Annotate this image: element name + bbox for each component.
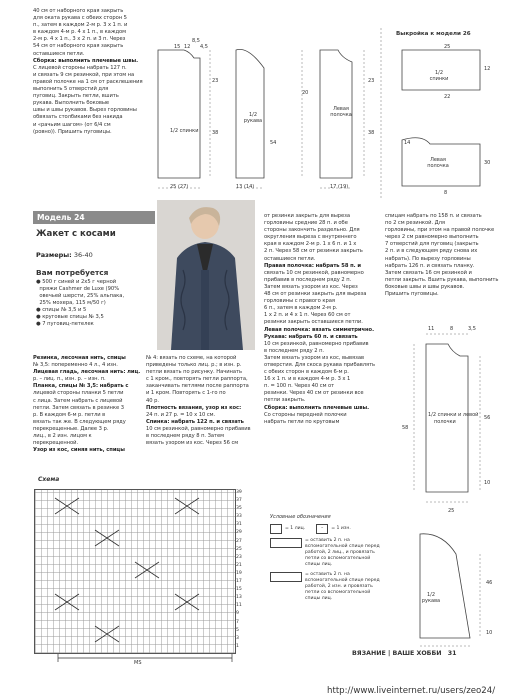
text-line: набрать 126 п. и связать планку.: [385, 262, 475, 269]
text-line: Лицевая гладь, лесочная нить: лиц.: [33, 369, 141, 376]
text-line: в последнем ряду 2 п.: [264, 347, 325, 354]
model-band: Модель 24: [33, 211, 155, 224]
text-line: набрать). По вырезу горловины: [385, 255, 471, 262]
d1-top-label: 8,5: [192, 38, 200, 44]
material-item: ● спицы № 3,5 и 5: [36, 307, 87, 313]
rm-n56: 56: [484, 415, 491, 421]
row-number: 23: [236, 554, 242, 560]
sizes-label: Размеры:: [36, 251, 72, 259]
d3-side-23: 23: [368, 78, 375, 84]
row-number: 1: [236, 643, 239, 649]
material-item: 25% мохера, 115 м/50 г): [39, 300, 106, 306]
row-number: 21: [236, 562, 242, 568]
rm-t2: 8: [450, 326, 454, 332]
source-url[interactable]: http://www.liveinternet.ru/users/zeo24/: [327, 686, 496, 696]
row-number: 11: [236, 603, 242, 609]
text-line: Сборка: выполнить плечевые швы.: [33, 57, 139, 64]
text-line: Спинка: набрать 122 п. и связать: [146, 418, 244, 425]
row-number: 13: [236, 595, 242, 601]
text-line: в последнем ряду 8 п. Затем: [146, 433, 225, 440]
text-line: набрать петли по круговым: [264, 418, 340, 425]
schema-title: Схема: [38, 476, 60, 483]
sleeve-n10: 10: [486, 630, 493, 636]
text-line: Резинка, лесочная нить, спицы: [33, 355, 126, 361]
legend-item: = оставить 2 п. на вспомогательной спице перед работой, 2 лиц., и провязать петли со вспомогательной спицы лиц.: [270, 538, 382, 568]
rm-t3: 3,5: [468, 326, 476, 332]
purl-symbol-icon: –: [316, 524, 328, 534]
row-number: 31: [236, 522, 242, 528]
d1-right-top-label: 4,5: [200, 44, 208, 50]
text-line: лиц., в 2 изн. лицом к: [33, 433, 92, 440]
rt-n5: 30: [484, 160, 491, 166]
text-line: перекрещенной.: [33, 440, 79, 447]
text-line: и «рачьим шагом» (от 6/4 см: [33, 121, 111, 128]
text-line: с 1 кром., повторять петли раппорта,: [146, 376, 248, 383]
d3-side-38: 38: [368, 130, 375, 136]
row-number: 27: [236, 538, 242, 544]
row-number: 39: [236, 490, 242, 495]
rt-n4: 14: [404, 140, 411, 146]
text-line: С лицевой стороны набрать 127 п.: [33, 64, 127, 71]
text-line: перекрещенные. Далее 3 р.: [33, 425, 109, 432]
text-line: Левая полочка: вязать симметрично.: [264, 326, 374, 333]
text-line: обвязать столбиками без накида: [33, 114, 123, 121]
text-line: прибавив в последнем ряду 2 п.: [264, 276, 352, 283]
d1-side-38: 38: [212, 130, 219, 136]
d1-left-top-label: 15: [174, 44, 181, 50]
row-number: 17: [236, 579, 242, 585]
sleeve-label: 1/2 рукава: [421, 592, 441, 604]
d2-side-20: 20: [302, 90, 309, 96]
text-line: 16 х 1 п. и в каждом 4-м р. 3 х 1: [264, 376, 351, 383]
text-line: вязать узором из кос. Через 56 см: [146, 440, 239, 447]
text-line: резинки закрыть оставшиеся петли.: [264, 319, 363, 326]
text-line: 2 п. и в следующем ряду снова их: [385, 248, 478, 255]
text-line: для оката рукава с обеих сторон 5: [33, 15, 127, 22]
rm-b1: 25: [448, 508, 455, 514]
schema-cable-marks: [35, 490, 235, 653]
d2-bottom: 13 (14): [236, 184, 255, 190]
text-line: спицам набрать по 158 п. и связать: [385, 213, 482, 219]
text-line: 7 отверстий для пуговиц (закрыть: [385, 241, 479, 248]
d2-half-sleeve: 1/2 рукава: [243, 112, 263, 124]
row-number: 7: [236, 619, 239, 625]
d1-bottom: 25 (27): [170, 184, 189, 190]
text-line: Пришить пуговицы.: [385, 291, 439, 298]
text-line: и связать 9 см резинкой, при этом на: [33, 71, 135, 78]
model-photo-figure: [157, 200, 255, 350]
text-line: с обеих сторон в каждом 6-м р.: [264, 369, 349, 376]
row-number: 9: [236, 611, 239, 617]
material-item: ● 7 пуговиц-петелек: [36, 321, 94, 327]
right-top-title: Выкройка к модели 26: [396, 31, 471, 37]
legend-item: = 1 лиц. – = 1 изн.: [270, 524, 382, 534]
text-line: Рукава: набрать 60 п. и связать: [264, 333, 358, 340]
rm-t1: 11: [428, 326, 435, 332]
text-line: отверстия. Для скоса рукава прибавлять: [264, 361, 376, 368]
col2-text: [146, 355, 258, 447]
text-line: рукава. Выполнить боковые: [33, 100, 110, 107]
sizes-value: 36-40: [73, 251, 93, 259]
text-line: 2-м р. 4 х 1 п., 3 х 2 п. и 3 п. Через: [33, 36, 126, 43]
text-line: п., затем в каждом 2-м р. 3 х 1 п. и: [33, 22, 128, 29]
legend-title: Условные обозначения: [270, 514, 331, 520]
col3-text: [264, 213, 382, 426]
model-photo: [157, 200, 255, 350]
text-line: приведены только лиц. р.; в изн. р.: [146, 362, 242, 369]
text-line: через 2 см равномерно выполнить: [385, 234, 479, 241]
text-line: пуговиц. Закрыть петли, вшить: [33, 93, 119, 100]
text-line: Планка, спицы № 3,5: набрать с: [33, 383, 129, 390]
page-number: 31: [447, 650, 457, 657]
d1-side-23: 23: [212, 78, 219, 84]
text-line: петли закрыть.: [264, 397, 306, 404]
d1-half-back-label: 1/2 спинки: [170, 128, 199, 134]
text-line: швы и швы рукавов. Вырез горловины: [33, 107, 137, 114]
text-line: 40 см от наборного края закрыть: [33, 8, 124, 14]
d3-title: Левая полочка: [330, 106, 352, 118]
row-number: 19: [236, 570, 242, 576]
material-item: ● круговые спицы № 3,5: [36, 314, 104, 320]
material-item: ● 500 г синей и 2х5 г черной: [36, 279, 117, 285]
text-line: по 2 см резинкой. Для: [385, 220, 445, 227]
text-line: Затем вязать узором из кос. Через: [264, 283, 358, 290]
text-line: резинки. Через 40 см от резинки все: [264, 390, 364, 397]
text-line: оставшиеся петли.: [33, 50, 85, 57]
text-line: Правая полочка: набрать 58 п. и: [264, 262, 361, 269]
text-line: края в каждом 2-м р. 1 х 6 п. и 1 х: [264, 241, 357, 248]
text-line: р. – лиц. п., изн. р. – изн. п.: [33, 376, 106, 383]
text-line: округления выреза с внутреннего: [264, 234, 357, 241]
text-line: Со стороны передней полочки: [264, 411, 347, 418]
text-line: петли. Затем связать в резинке 3: [33, 404, 124, 411]
text-line: и 1 кром. Повторять с 1-го по: [146, 390, 226, 397]
ms-label: MS: [134, 660, 142, 666]
rm-half-back2: полочки: [434, 419, 456, 425]
rm-half-back: 1/2 спинки и левой: [428, 412, 479, 418]
model-title: Жакет с косами: [36, 229, 116, 239]
need-title: Вам потребуется: [36, 268, 109, 277]
legend-item: = оставить 2 п. на вспомогательной спице перед работой, 2 изн. и провязать петли со вспомогательной спицы лиц.: [270, 572, 382, 602]
rt-n1: 25: [444, 44, 451, 50]
row-number: 37: [236, 498, 242, 504]
text-line: заканчивать петлями после раппорта: [146, 383, 249, 390]
text-line: выполнить 5 отверстий для: [33, 86, 109, 93]
sizes: [36, 251, 93, 259]
text-line: горловины, при этом на правой полочке: [385, 227, 495, 234]
rt-n3: 22: [444, 94, 451, 100]
top-left-text: [33, 8, 151, 136]
text-line: связать 10 см резинкой, равномерно: [264, 269, 364, 276]
legend: [270, 524, 382, 602]
row-number: 5: [236, 627, 239, 633]
sleeve-n46: 46: [486, 580, 493, 586]
text-line: п. = 100 п. Через 40 см от: [264, 383, 335, 390]
cable-left-icon: [270, 572, 302, 582]
text-line: петли закрыть. Вшить рукава, выполнить: [385, 276, 499, 283]
text-line: петли вязать по рисунку. Начинать: [146, 369, 242, 376]
row-number: 33: [236, 514, 242, 520]
right-top-back-label: 1/2 спинки: [429, 70, 449, 82]
material-item: овечьей шерсти, 25% альпака,: [39, 293, 125, 299]
row-number: 29: [236, 530, 242, 536]
text-line: Затем связать 16 см резинкой и: [385, 269, 472, 276]
text-line: 6 п., затем в каждом 2-м р.: [264, 305, 338, 312]
col4-text: [385, 213, 503, 298]
text-line: 24 п. и 27 р. = 10 х 10 см.: [146, 411, 216, 418]
material-item: пряжи Cashmer de Luxe (90%: [39, 286, 120, 292]
text-line: (ровно)). Пришить пуговицы.: [33, 128, 112, 135]
text-line: 54 см от наборного края закрыть: [33, 43, 124, 50]
text-line: Затем вязать узором из кос, вывязав: [264, 354, 364, 361]
ms-bracket: [56, 653, 236, 663]
text-line: вязать так же. В следующем ряду: [33, 418, 126, 425]
text-line: 2 п. Через 58 см от резинки закрыть: [264, 248, 363, 255]
text-line: боковые швы и швы рукавов.: [385, 283, 465, 290]
d1-mid-top-label: 12: [184, 44, 191, 50]
footer: [352, 650, 457, 657]
text-line: 40 р.: [146, 397, 159, 404]
text-line: 10 см резинкой, равномерно прибавив: [146, 425, 251, 432]
materials-list: [36, 279, 154, 328]
right-top-front-label: Левая полочка: [427, 157, 449, 169]
text-line: Узор из кос, синяя нить, спицы: [33, 447, 125, 454]
knit-symbol-icon: [270, 524, 282, 534]
text-line: с лица. Затем набрать с лицевой: [33, 397, 123, 404]
rt-n2: 12: [484, 66, 491, 72]
text-line: № 4: вязать по схеме, на которой: [146, 355, 237, 361]
row-number: 25: [236, 546, 242, 552]
text-line: оставшиеся петли.: [264, 255, 316, 262]
text-line: Плотность вязания, узор из кос:: [146, 404, 242, 411]
row-number: 15: [236, 587, 242, 593]
text-line: 10 см резинкой, равномерно прибавив: [264, 340, 369, 347]
text-line: стороны закончить раздельно. Для: [264, 227, 360, 234]
d3-bottom: 17 (19): [330, 184, 349, 190]
text-line: лицевой стороны планки 5 петли: [33, 390, 124, 397]
text-line: 48 см от резинки закрыть для выреза: [264, 291, 367, 298]
text-line: в каждом 4-м р. 4 х 1 п., в каждом: [33, 29, 126, 36]
rm-n58: 58: [402, 425, 409, 431]
schema-grid: [34, 489, 236, 654]
row-number: 3: [236, 635, 239, 641]
cable-right-icon: [270, 538, 302, 548]
footer-title: ВЯЗАНИЕ | ВАШЕ ХОББИ: [352, 650, 442, 657]
text-line: Сборка: выполнить плечевые швы.: [264, 404, 370, 411]
text-line: горловины средние 28 п. и обе: [264, 220, 348, 227]
d2-side-54: 54: [270, 140, 277, 146]
row-number: 35: [236, 506, 242, 512]
text-line: от резинки закрыть для выреза: [264, 213, 350, 219]
col1-text: [33, 355, 146, 454]
text-line: горловины с правого края: [264, 298, 335, 305]
text-line: правой полочке на 1 см от расклешения: [33, 78, 143, 85]
text-line: 1 х 2 п. и 4 х 1 п. Через 60 см от: [264, 312, 351, 319]
right-top-pattern: [392, 40, 500, 198]
text-line: № 3,5: попеременно 4 л., 4 изн.: [33, 362, 118, 369]
rt-n6: 8: [444, 190, 448, 196]
schema-row-numbers: [236, 489, 242, 651]
rm-n10: 10: [484, 480, 491, 486]
text-line: р. В каждом 6-м р. петли в: [33, 411, 106, 418]
